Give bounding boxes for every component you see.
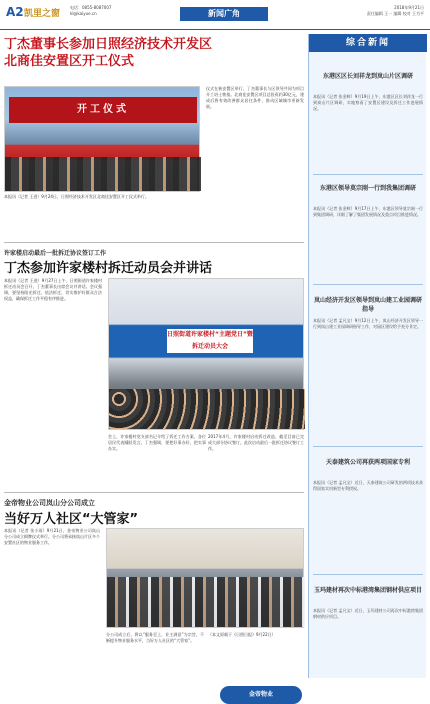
dateline	[367, 5, 424, 17]
meeting-banner: 日照街道许家楼村“主题党日”暨拆迁动员大会	[167, 329, 253, 353]
sidebar-body: 本报讯（记者 张金辉）9月17日上午，东港区领导莫宗刚一行到集团调研，详细了解了集团发展情况及重点项目推进情况。	[313, 206, 423, 217]
sidebar-headline: 天泰建筑公司再获两项国家专利	[325, 459, 410, 466]
divider	[4, 492, 304, 493]
sidebar-divider	[313, 174, 423, 175]
property-company-logo: 金帝物业	[220, 686, 302, 704]
sidebar-headline: 岚山经济开发区领导到岚山建工业园调研指导	[313, 297, 422, 313]
sidebar-body: 本报讯（记者 孟凡宝）近日，天泰建筑公司研发的两项技术获得国家实用新型专利授权。	[313, 480, 423, 491]
meeting-audience	[109, 389, 305, 429]
main-column	[4, 34, 304, 698]
story2-body-col3: 2017年4月，许家楼村启动拆迁改造，截至目前已完成大部分协议签订。此次启动最后一批拆迁协议签订工作。	[208, 434, 304, 451]
editor-line: 责任编辑 王一 编辑 校对 王为平	[366, 11, 424, 16]
news-sidebar	[308, 34, 426, 678]
story2-headline: 丁杰参加许家楼村拆迁动员会并讲话	[4, 261, 213, 276]
story2-body-col1: 本报讯（记者 王进）9月27日上午，日照街道许家楼村拆迁动员会召开，丁杰董事长出席会议并讲话。会议强调，要坚持阳光拆迁、依法拆迁，切实维护好群众合法权益，确保拆迁工作平稳有序推进。	[4, 278, 102, 301]
story1-headline-line1: 丁杰董事长参加日照经济技术开发区	[4, 37, 213, 52]
hotline	[70, 5, 111, 17]
sidebar-headline: 玉玛建材再次中标港湾集团钢材供应项目	[313, 587, 422, 594]
story3-kicker: 金帝物业公司岚山分公司成立	[4, 499, 95, 507]
sidebar-body: 本报讯（记者 孟凡宝）近日，玉玛建材公司再次中标港湾集团钢材供应项目。	[313, 608, 423, 619]
sidebar-divider	[313, 574, 423, 575]
story3-headline: 当好万人社区“大管家”	[4, 512, 139, 527]
story3-photo	[106, 528, 304, 628]
issue-date: 2018年9月21日	[394, 5, 424, 10]
story1-photo	[4, 86, 200, 192]
hotline-email: kl@kaiyue.cn	[70, 11, 97, 16]
sidebar-divider	[313, 284, 423, 285]
section-tab: 新闻广角	[180, 7, 268, 21]
sidebar-headline: 东港区领导莫宗刚一行到我集团调研	[319, 185, 416, 192]
story2-photo	[108, 278, 304, 430]
story3-body-col3: （本文原载于《日照日报》9月22日）	[208, 632, 276, 637]
ceremony-audience	[107, 577, 305, 627]
masthead	[0, 0, 430, 30]
sidebar-body: 本报讯（记者 张金辉）9月19日上午，东港区区长刘祥龙一行到岚山片区调研，实地察看了安置区建设及拆迁工作进展情况。	[313, 94, 423, 111]
page-number: A2	[6, 5, 24, 19]
story2-kicker: 许家楼启动最后一批拆迁协议签订工作	[4, 250, 107, 257]
paper-name: 凯里之窗	[24, 9, 61, 19]
story1-body: 仪式在新安置区举行，丁杰董事长与区领导共同为项目开工培土奠基。北商佳安置区项目总投资约30亿元，建成后将有效改善群众居住条件，推动区域城市更新发展。	[206, 86, 304, 109]
sidebar-divider	[313, 446, 423, 447]
ceremony-attendees	[5, 157, 201, 191]
sidebar-body: 本报讯（记者 孟凡宝）9月12日上午，岚山经济开发区领导一行到岚山建工业园调研指导工作，对园区建设给予充分肯定。	[313, 318, 423, 329]
ceremony-banner: 开工仪式	[9, 97, 197, 123]
divider	[4, 242, 304, 243]
story3-body-col2: 分公司成立后，将以“服务至上、业主满意”为宗旨，不断提升物业服务水平，当好万人社区的“大管家”。	[106, 632, 204, 643]
story2-body-col2: 会上，许家楼村党支部书记介绍了拆迁工作方案，各位居民代表踊跃发言。丁杰强调，要把好事办好，把实事办实。	[108, 434, 206, 451]
sidebar-banner: 综合新闻	[309, 34, 427, 52]
hotline-phone: 电话：0855-8087007	[70, 5, 112, 10]
sidebar-headline: 东港区区长刘祥龙到岚山片区调研	[322, 73, 413, 80]
story1-headline-line2: 北商佳安置区开工仪式	[4, 54, 135, 69]
story3-body-col1: 本报讯（记者 张小雨）9月21日，金帝物业公司岚山分公司成立揭牌仪式举行。分公司将承接岚山片区多个安置社区的物业服务工作。	[4, 528, 100, 545]
story1-headline	[4, 36, 212, 70]
story1-caption: 本报讯（记者 王进）9月24日，日照经济技术开发区北商佳安置区开工仪式举行。	[4, 194, 149, 199]
